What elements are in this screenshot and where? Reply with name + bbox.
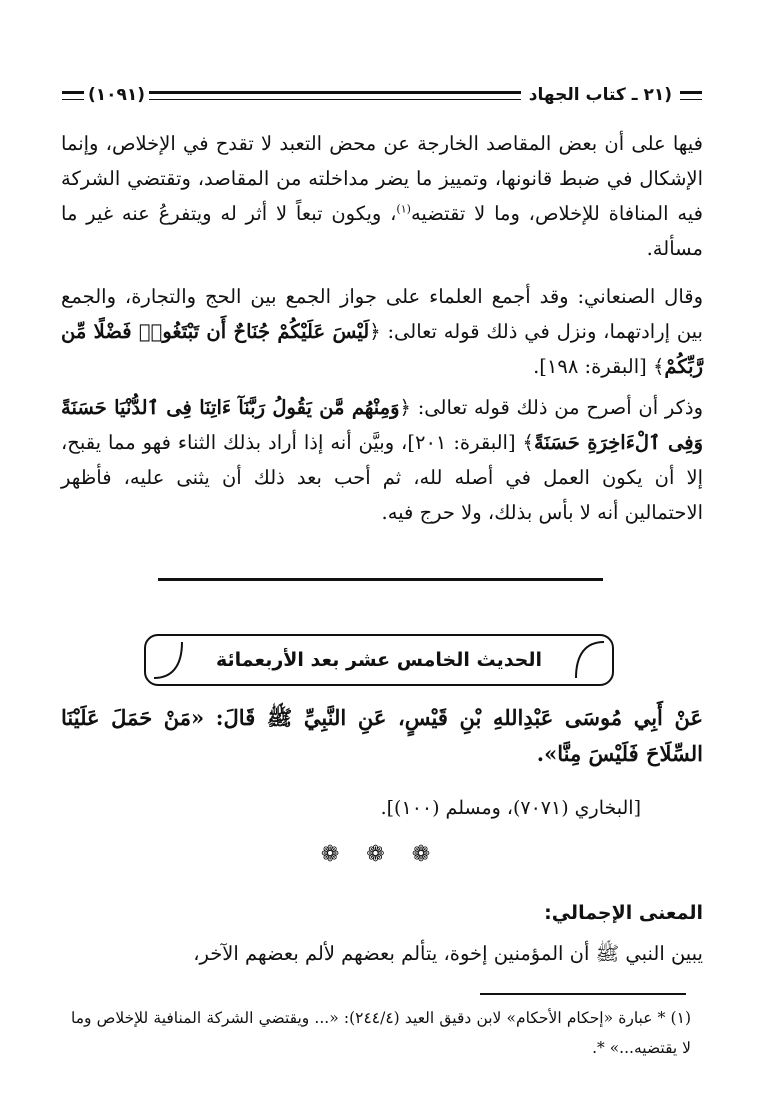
section-title-frame (144, 634, 614, 686)
hadith-end: . (536, 741, 545, 766)
footnote-ref: (١) (396, 202, 411, 216)
page-number: (١٠٩١) (88, 85, 146, 105)
paragraph-1-end: ، ويكون تبعاً لا أثر له ويتفرعُ عنه غير ما مسألة. (61, 202, 703, 260)
hadith-source: [البخاري (٧٠٧١)، ومسلم (١٠٠)]. (380, 797, 641, 819)
paragraph-3-rest: [البقرة: ٢٠١]، وبيَّن أنه إذا أراد بذلك الثناء فهو مما يقبح، إلا أن يكون العمل في أصله لله، ثم أحب بعد ذلك أن يثنى عليه، فأظهر الاحتمالين أنه لا بأس بذلك، ولا حرج فيه. (61, 431, 703, 524)
footnote: (١) * عبارة «إحكام الأحكام» لابن دقيق العيد (٢٤٤/٤): «... ويقتضي الشركة المنافية للإخلاص وما لا يقتضيه...» *. (71, 1009, 691, 1057)
verse-bracket-open: ﴿ (399, 396, 411, 419)
paragraph-3 (61, 390, 703, 530)
paragraph-2 (61, 279, 703, 384)
running-header (62, 78, 702, 112)
sub-heading: المعنى الإجمالي: (544, 902, 703, 924)
header-rule (149, 91, 521, 100)
verse-bracket-close: ﴾ (652, 355, 665, 378)
verse-bracket-open: ﴿ (369, 320, 381, 343)
paragraph-1 (61, 126, 703, 266)
chapter-title: ٢١ ـ كتاب الجهاد) (528, 85, 672, 105)
paragraph-4: يبين النبي ﷺ أن المؤمنين إخوة، يتألم بعضهم لألم بعضهم الآخر، (193, 942, 703, 965)
verse-bracket-close: ﴾ (522, 431, 534, 454)
frame-corner-ornament (572, 640, 606, 680)
hadith-matn: «مَنْ حَمَلَ عَلَيْنَا السِّلَاحَ فَلَيْسَ مِنَّا» (61, 705, 703, 766)
quran-verse: وَمِنْهُم مَّن يَقُولُ رَبَّنَآ ءَاتِنَا فِى ٱلدُّنْيَا حَسَنَةً وَفِى ٱلْءَاخِرَةِ حَسَنَةً (61, 396, 703, 454)
quran-verse: لَيْسَ عَلَيْكُمْ جُنَاحٌ أَن تَبْتَغُوا۟ فَضْلًا مِّن رَّبِّكُمْ (61, 320, 703, 378)
paragraph-1-text: فيها على أن بعض المقاصد الخارجة عن محض التعبد لا تقدح في الإخلاص، وإنما الإشكال في ضبط قانونها، وتمييز ما يضر مداخلته من المقاصد، وتقتضي الشركة فيه المنافاة للإخلاص، وما لا تقتضيه (61, 132, 703, 225)
section-title: الحديث الخامس عشر بعد الأربعمائة (215, 649, 543, 671)
paragraph-3-text: وذكر أن أصرح من ذلك قوله تعالى: (410, 396, 703, 419)
header-rule-right (680, 91, 702, 100)
verse-citation: [البقرة: ١٩٨]. (533, 355, 653, 378)
footnote-rule (480, 993, 686, 995)
star-ornament: ❁ ❁ ❁ (320, 842, 441, 867)
frame-corner-ornament (152, 640, 186, 680)
section-divider (158, 578, 603, 581)
header-rule-left (62, 91, 84, 100)
hadith-text (61, 700, 703, 772)
paragraph-2-text: وقال الصنعاني: وقد أجمع العلماء على جواز الجمع بين الحج والتجارة، والجمع بين إرادتهما، ونزل في ذلك قوله تعالى: (61, 285, 703, 343)
hadith-isnad: عَنْ أَبِي مُوسَى عَبْدِاللهِ بْنِ قَيْسٍ، عَنِ النَّبِيِّ ﷺ قَالَ: (204, 705, 704, 730)
